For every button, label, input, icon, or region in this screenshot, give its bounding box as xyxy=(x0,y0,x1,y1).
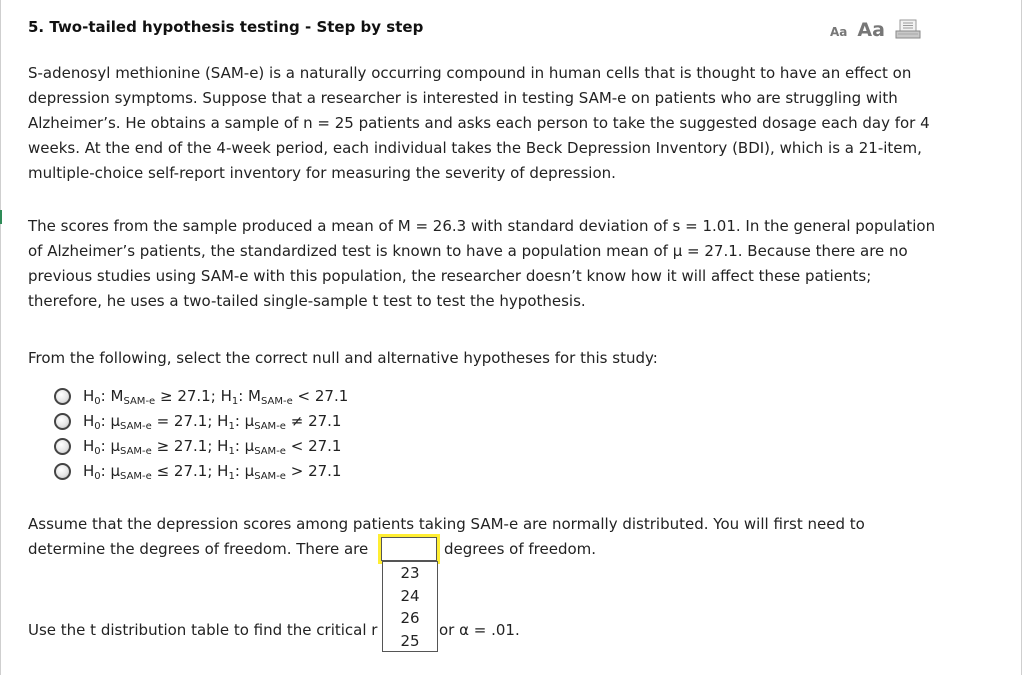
hypothesis-option-4[interactable] xyxy=(54,459,348,484)
df-suffix-text: degrees of freedom. xyxy=(444,540,597,558)
hypothesis-option-3[interactable] xyxy=(54,434,348,459)
hypothesis-option-2[interactable] xyxy=(54,409,348,434)
df-dropdown[interactable] xyxy=(381,537,437,561)
hypothesis-options xyxy=(54,384,348,484)
radio-button[interactable] xyxy=(54,413,71,430)
hypothesis-prompt: From the following, select the correct null and alternative hypotheses for this study: xyxy=(28,349,658,367)
print-icon[interactable] xyxy=(895,19,921,39)
df-dropdown-list xyxy=(382,561,438,652)
radio-button[interactable] xyxy=(54,438,71,455)
question-title: 5. Two-tailed hypothesis testing - Step by step xyxy=(28,18,424,36)
intro-paragraph: S-adenosyl methionine (SAM-e) is a naturally occurring compound in human cells that is thought to have an effect on depression symptoms. Suppose that a researcher is interested in testing SAM-e on patients who are struggling with Alzheimer’s. He obtains a sample of n = 25 patients and asks each person to take the suggested dosage each day for 4 weeks. At the end of the 4-week period, each individual takes the Beck Depression Inventory (BDI), which is a 21-item, multiple-choice self-report inventory for measuring the severity of depression. xyxy=(28,64,930,182)
critical-value-text: Use the t distribution table to find the critical r xyxy=(28,621,378,639)
option-text: $H_0$: $M_{SAM-e} \ge 27.1$; $H_1$: $M_{SAM-e} < 27.1$ xyxy=(83,386,349,407)
radio-button[interactable] xyxy=(54,388,71,405)
font-controls xyxy=(830,16,921,41)
df-option[interactable]: 25 xyxy=(400,631,420,650)
section-marker xyxy=(0,210,2,224)
df-line-2: determine the degrees of freedom. There are xyxy=(28,540,369,558)
hypothesis-option-1[interactable] xyxy=(54,384,348,409)
option-text: $H_0$: $\mu_{SAM-e} \ge 27.1$; $H_1$: $\mu_{SAM-e} < 27.1$ xyxy=(83,436,342,457)
scores-paragraph: The scores from the sample produced a mean of M = 26.3 with standard deviation of s = 1.01. In the general population of Alzheimer’s patients, the standardized test is known to have a population mean of μ = 27.1. Because there are no previous studies using SAM-e with this population, the researcher doesn’t know how it will affect these patients; therefore, he uses a two-tailed single-sample t test to test the hypothesis. xyxy=(28,217,936,310)
font-size-large-button[interactable]: Aa xyxy=(857,19,885,41)
critical-value-suffix: or α = .01. xyxy=(439,621,520,639)
option-text: $H_0$: $\mu_{SAM-e} = 27.1$; $H_1$: $\mu_{SAM-e} \ne 27.1$ xyxy=(83,411,342,432)
df-option[interactable]: 23 xyxy=(400,564,420,582)
df-option[interactable]: 26 xyxy=(400,609,420,627)
df-option[interactable]: 24 xyxy=(400,586,420,605)
font-size-small-button[interactable]: Aa xyxy=(830,25,848,39)
radio-button[interactable] xyxy=(54,463,71,480)
df-line-1: Assume that the depression scores among patients taking SAM-e are normally distributed. You will first need to xyxy=(28,515,865,533)
option-text: $H_0$: $\mu_{SAM-e} \le 27.1$; $H_1$: $\mu_{SAM-e} > 27.1$ xyxy=(83,461,342,482)
